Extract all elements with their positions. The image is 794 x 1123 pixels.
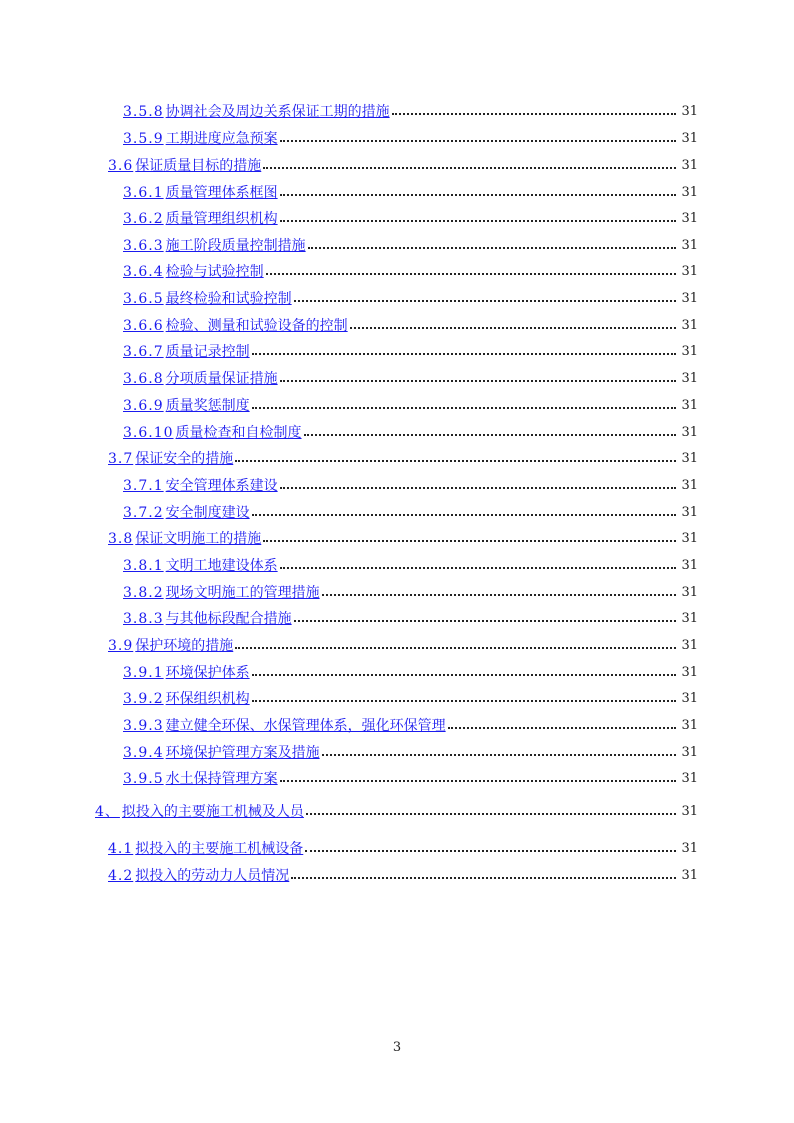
toc-entry [108,527,698,549]
toc-title: 质量记录控制 [165,344,250,360]
toc-page-number: 31 [681,717,698,733]
dot-leader [306,234,678,256]
dot-leader [233,634,678,656]
toc-number: 3.6 [108,158,134,174]
toc-page-number: 31 [681,867,698,883]
toc-entry [108,634,698,656]
toc-link[interactable] [123,395,250,415]
toc-page-number: 31 [681,530,698,546]
toc-page-number: 31 [681,664,698,680]
toc-entry [123,607,698,629]
toc-title: 保证安全的措施 [135,451,234,467]
toc-row [0,127,794,149]
toc-link[interactable] [123,475,278,495]
toc-entry [123,181,698,203]
toc-entry [123,661,698,683]
toc-link[interactable] [123,341,250,361]
toc-number: 3.6.2 [123,211,164,227]
toc-number: 3.6.4 [123,264,164,280]
dot-leader [446,714,678,736]
toc-row [0,527,794,549]
toc-number: 4、 [95,804,120,820]
toc-row [0,207,794,229]
toc-link[interactable] [108,838,303,858]
toc-link[interactable] [108,155,261,175]
toc-row [0,181,794,203]
toc-number: 3.9.3 [123,718,164,734]
toc-title: 质量管理组织机构 [165,211,278,227]
toc-link[interactable] [123,768,278,788]
toc-title: 环保组织机构 [165,691,250,707]
toc-page-number: 31 [681,317,698,333]
toc-link[interactable] [123,608,292,628]
dot-leader [250,501,678,523]
page-number: 3 [392,1040,402,1055]
toc-link[interactable] [108,448,233,468]
toc-title: 施工阶段质量控制措施 [165,238,306,254]
dot-leader [250,340,678,362]
toc-row [0,287,794,309]
toc-title: 水土保持管理方案 [165,771,278,787]
toc-link[interactable] [123,208,278,228]
toc-link[interactable] [123,422,302,442]
dot-leader [320,581,678,603]
dot-leader [250,661,678,683]
toc-number: 3.6.3 [123,238,164,254]
toc-row [0,800,794,822]
toc-entry [123,501,698,523]
toc-number: 3.9.4 [123,745,164,761]
toc-link[interactable] [123,101,390,121]
toc-entry [108,837,698,859]
toc-title: 拟投入的主要施工机械及人员 [121,804,304,820]
toc-row [0,687,794,709]
toc-entry [123,474,698,496]
toc-entry [123,287,698,309]
toc-title: 协调社会及周边关系保证工期的措施 [165,104,390,120]
toc-row [0,474,794,496]
toc-entry [123,394,698,416]
toc-link[interactable] [123,128,278,148]
toc-row [0,714,794,736]
dot-leader [233,447,678,469]
toc-page-number: 31 [681,184,698,200]
toc-link[interactable] [95,801,304,821]
toc-page-number: 31 [681,770,698,786]
toc-row [0,394,794,416]
dot-leader [320,741,678,763]
toc-number: 3.6.7 [123,344,164,360]
toc-row [0,234,794,256]
toc-number: 3.6.8 [123,371,164,387]
toc-row [0,864,794,886]
toc-link[interactable] [123,688,250,708]
dot-leader [304,800,678,822]
toc-title: 安全制度建设 [165,505,250,521]
toc-link[interactable] [123,368,278,388]
toc-row [0,634,794,656]
toc-entry [95,800,698,822]
toc-entry [123,260,698,282]
toc-title: 安全管理体系建设 [165,478,278,494]
toc-number: 3.7.2 [123,505,164,521]
toc-entry [123,207,698,229]
dot-leader [278,767,678,789]
toc-number: 3.5.9 [123,131,164,147]
toc-link[interactable] [108,635,233,655]
toc-link[interactable] [123,742,320,762]
dot-leader [303,837,678,859]
toc-link[interactable] [123,582,320,602]
toc-row [0,741,794,763]
dot-leader [292,287,678,309]
toc-page-number: 31 [681,157,698,173]
dot-leader [390,100,678,122]
toc-page-number: 31 [681,103,698,119]
toc-title: 拟投入的劳动力人员情况 [135,868,290,884]
toc-entry [123,367,698,389]
toc-page-number: 31 [681,504,698,520]
toc-entry [123,554,698,576]
toc-page-number: 31 [681,263,698,279]
toc-title: 与其他标段配合措施 [165,611,292,627]
toc-page-number: 31 [681,450,698,466]
toc-entry [123,340,698,362]
toc-title: 质量奖惩制度 [165,398,250,414]
dot-leader [278,474,678,496]
toc-link[interactable] [123,315,348,335]
toc-page-number: 31 [681,397,698,413]
toc-title: 检验、测量和试验设备的控制 [165,318,348,334]
toc-entry [108,154,698,176]
toc-row [0,314,794,336]
toc-row [0,501,794,523]
dot-leader [292,607,678,629]
toc-link[interactable] [108,528,261,548]
toc-page-number: 31 [681,803,698,819]
toc-row [0,260,794,282]
toc-entry [123,314,698,336]
toc-number: 3.8.2 [123,585,164,601]
toc-number: 3.6.6 [123,318,164,334]
toc-link[interactable] [123,502,250,522]
toc-title: 文明工地建设体系 [165,558,278,574]
toc-number: 3.7 [108,451,134,467]
toc-page-number: 31 [681,237,698,253]
toc-entry [123,581,698,603]
toc-page-number: 31 [681,557,698,573]
toc-row [0,554,794,576]
toc-row [0,581,794,603]
toc-page-number: 31 [681,840,698,856]
toc-page-number: 31 [681,744,698,760]
dot-leader [278,181,678,203]
toc-page-number: 31 [681,690,698,706]
toc-title: 最终检验和试验控制 [165,291,292,307]
toc-link[interactable] [123,182,278,202]
toc-title: 拟投入的主要施工机械设备 [135,841,304,857]
toc-row [0,837,794,859]
toc-title: 保护环境的措施 [135,638,234,654]
toc-page-number: 31 [681,343,698,359]
toc-entry [123,687,698,709]
toc-number: 3.6.9 [123,398,164,414]
toc-entry [123,741,698,763]
toc-number: 3.8.3 [123,611,164,627]
dot-leader [261,527,678,549]
toc-title: 工期进度应急预案 [165,131,278,147]
toc-link[interactable] [123,715,446,735]
toc-row [0,607,794,629]
toc-entry [108,864,698,886]
toc-page-number: 31 [681,424,698,440]
toc-page-number: 31 [681,290,698,306]
toc-title: 质量管理体系框图 [165,185,278,201]
toc-row [0,340,794,362]
toc-entry [123,714,698,736]
toc-link[interactable] [123,235,306,255]
toc-title: 检验与试验控制 [165,264,264,280]
toc-row [0,767,794,789]
toc-row [0,447,794,469]
toc-page-number: 31 [681,130,698,146]
toc-number: 3.9 [108,638,134,654]
toc-number: 4.1 [108,841,134,857]
toc-page-number: 31 [681,610,698,626]
toc-row [0,100,794,122]
toc-number: 3.9.1 [123,665,164,681]
toc-row [0,367,794,389]
dot-leader [278,367,678,389]
toc-number: 4.2 [108,868,134,884]
toc-title: 分项质量保证措施 [165,371,278,387]
toc-link[interactable] [123,555,278,575]
toc-link[interactable] [123,288,292,308]
toc-title: 环境保护管理方案及措施 [165,745,320,761]
toc-number: 3.6.1 [123,185,164,201]
toc-title: 保证质量目标的措施 [135,158,262,174]
toc-number: 3.8 [108,531,134,547]
toc-entry [123,100,698,122]
dot-leader [261,154,678,176]
toc-page-number: 31 [681,637,698,653]
toc-number: 3.5.8 [123,104,164,120]
toc-page-number: 31 [681,370,698,386]
toc-page-number: 31 [681,584,698,600]
toc-page-number: 31 [681,210,698,226]
toc-link[interactable] [123,662,250,682]
toc-entry [123,767,698,789]
toc-page-number: 31 [681,477,698,493]
toc-entry [123,421,698,443]
toc-number: 3.6.10 [123,425,174,441]
toc-row [0,661,794,683]
dot-leader [278,127,678,149]
toc-link[interactable] [108,865,289,885]
toc-entry [123,234,698,256]
dot-leader [289,864,678,886]
toc-number: 3.9.5 [123,771,164,787]
toc-row [0,154,794,176]
dot-leader [250,394,678,416]
dot-leader [250,687,678,709]
toc-link[interactable] [123,261,264,281]
dot-leader [348,314,678,336]
toc-entry [108,447,698,469]
toc-number: 3.7.1 [123,478,164,494]
toc-number: 3.9.2 [123,691,164,707]
toc-row [0,421,794,443]
toc-title: 保证文明施工的措施 [135,531,262,547]
dot-leader [278,554,678,576]
toc-title: 建立健全环保、水保管理体系，强化环保管理 [165,718,446,734]
toc-entry [123,127,698,149]
toc-title: 环境保护体系 [165,665,250,681]
toc-title: 现场文明施工的管理措施 [165,585,320,601]
toc-number: 3.8.1 [123,558,164,574]
toc-number: 3.6.5 [123,291,164,307]
dot-leader [264,260,678,282]
dot-leader [278,207,678,229]
dot-leader [302,421,678,443]
toc-title: 质量检查和自检制度 [175,425,302,441]
